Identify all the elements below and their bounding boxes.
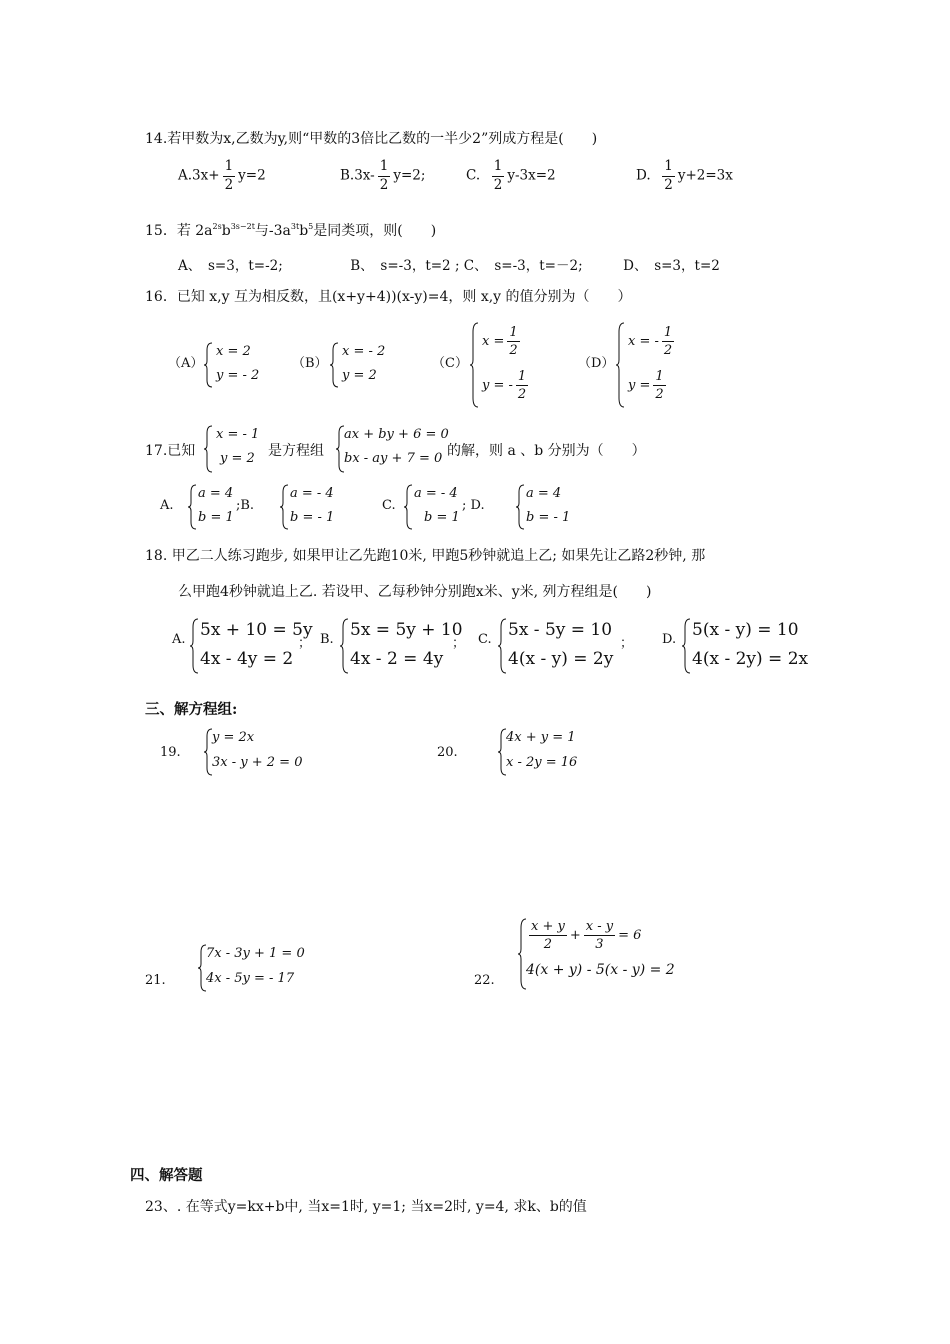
frac-num: 1 [378,160,391,177]
section-4-title: 四、解答题 [130,1167,203,1184]
q18-c-label: C. [478,632,492,647]
system-row: ax + by + 6 = 0 [344,427,449,442]
frac-den: 2 [509,343,518,358]
brace-icon [498,618,508,674]
q16-d-label: （D） [578,356,615,371]
section-3-title: 三、解方程组: [145,701,238,718]
system-row: a = 4 [526,486,562,501]
q17-b-system [280,484,350,530]
system-row: 5(x - y) = 10 [692,620,799,640]
q18-b-system [340,618,463,674]
frac-num: 1 [655,369,664,384]
q14-stem: 14.若甲数为x,乙数为y,则“甲数的3倍比乙数的一半少2”列成方程是( ) [145,131,598,147]
q18-c-sep: ； [620,636,634,651]
brace-icon [404,484,414,530]
q14-a-post: y=2 [238,167,266,184]
q16-b-system [330,342,400,388]
q14-b-pre: B.3x- [340,167,375,184]
q18-a-sep: ； [298,636,312,651]
q17-a-sep: ;B. [236,498,255,513]
system-row: 4x + y = 1 [506,730,576,745]
brace-icon [470,322,480,408]
q14-a-pre: A.3x+ [178,167,220,184]
system-row: bx - ay + 7 = 0 [344,451,443,466]
q15-mid3: b [299,223,309,239]
q17-equation-system [336,425,448,473]
q14-option-c [466,160,556,192]
system-row [482,326,523,357]
q19-number: 19. [160,745,181,760]
frac-num: 1 [509,325,518,340]
plus-sign: + [569,928,581,943]
q19-system [204,728,314,776]
system-row: b = 1 [198,510,234,525]
q22-number: 22. [474,973,495,988]
frac-den: 2 [493,176,503,193]
frac-num: 1 [663,325,673,340]
q17-a-system [188,484,238,530]
system-row: a = 4 [198,486,234,501]
frac-den: 2 [655,387,664,402]
system-row: x - 2y = 16 [506,755,578,770]
q14-d-pre: D. [636,167,651,184]
q17-stem-pre: 17.已知 [145,443,196,459]
q15-exp2: 3s−2t [230,222,255,231]
frac-den: 2 [224,176,234,193]
q18-b-label: B. [320,632,334,647]
q16-d-system [616,322,696,408]
q15-mid1: b [221,223,231,239]
q16-b-label: （B） [292,356,328,371]
system-row: y = 2x [212,730,255,745]
frac-num: x - y [585,919,614,934]
system-row: 4(x - 2y) = 2x [692,649,809,669]
q16-c-system [470,322,540,408]
frac-den: 2 [517,387,527,402]
q14-option-a [178,160,266,192]
brace-icon [330,342,340,388]
system-row [482,370,531,401]
system-row: b = - 1 [290,510,335,525]
q14-d-post: y+2=3x [677,167,733,184]
q17-c-sep: ; D. [462,498,485,513]
brace-icon [616,322,626,408]
q16-c-label: （C） [432,356,468,371]
frac-den: 2 [664,176,673,193]
q15-exp3: 3t [290,222,300,231]
row-text: = 6 [618,928,642,943]
system-row: 4x - 4y = 2 [200,649,294,669]
q18-d-label: D. [662,632,677,647]
row-text: y = - [482,378,513,393]
brace-icon [190,618,200,674]
q15-stem [145,220,436,240]
q15-mid2: 与-3a [254,223,291,239]
q22-system [518,918,698,990]
q17-given-system [204,425,264,473]
q14-c-pre: C. [466,167,481,184]
system-row: 4x - 2 = 4y [350,649,444,669]
frac-num: 1 [517,369,527,384]
row-text: y = [628,378,651,393]
frac-den: 3 [595,937,604,952]
system-row: b = 1 [424,510,460,525]
brace-icon [340,618,350,674]
system-row: 4(x - y) = 2y [508,649,614,669]
system-row: 5x - 5y = 10 [508,620,613,640]
system-row: 5x = 5y + 10 [350,620,463,640]
q15-exp1: 2s [212,222,222,231]
q23-stem: 23、. 在等式y=kx+b中, 当x=1时, y=1; 当x=2时, y=4, 求k、b的值 [145,1199,587,1215]
q16-a-system [204,342,274,388]
system-row: a = - 4 [290,486,334,501]
q18-d-system [682,618,812,674]
system-row: y = 2 [220,451,255,466]
q14-c-post: y-3x=2 [507,167,556,184]
q17-stem-post: 的解，则 a 、b 分别为（ ） [447,443,646,459]
row-text: x = - [628,334,659,349]
system-row: x = - 1 [216,427,260,442]
q16-a-label: （A） [168,356,204,371]
system-row: b = - 1 [526,510,571,525]
system-row: a = - 4 [414,486,458,501]
q18-c-system [498,618,613,674]
q18-line2: 么甲跑4秒钟就追上乙. 若设甲、乙每秒钟分别跑x米、y米, 列方程组是( ) [178,584,652,600]
system-row: 4x - 5y = - 17 [206,971,295,986]
q14-option-d [636,160,733,192]
row-text: x = [482,334,505,349]
frac-den: 2 [379,176,389,193]
system-row: 3x - y + 2 = 0 [212,755,303,770]
frac-num: 1 [662,160,675,177]
q18-a-label: A. [172,632,186,647]
frac-num: x + y [531,919,565,934]
system-row: 7x - 3y + 1 = 0 [206,946,305,961]
q18-line1: 18. 甲乙二人练习跑步, 如果甲让乙先跑10米, 甲跑5秒钟就追上乙; 如果先让乙路2秒钟, 那 [145,548,706,564]
frac-num: 1 [223,160,236,177]
q14-b-post: y=2; [393,167,426,184]
q17-a-label: A. [160,498,174,513]
system-row: x = 2 [216,344,251,359]
q15-exp4: 5 [308,222,314,231]
q21-system [198,944,313,992]
q20-system [498,728,598,776]
brace-icon [682,618,692,674]
system-row: x = - 2 [342,344,386,359]
brace-icon [280,484,290,530]
q18-a-system [190,618,313,674]
brace-icon [516,484,526,530]
q18-b-sep: ； [452,636,466,651]
system-row: 5x + 10 = 5y [200,620,313,640]
system-row: y = 2 [342,368,377,383]
system-row: 4(x + y) - 5(x - y) = 2 [526,962,675,978]
q14-option-b [340,160,425,192]
q17-c-label: C. [382,498,396,513]
system-row [628,370,669,401]
q15-options: A、 s=3，t=-2; B、 s=-3，t=2 ; C、 s=-3，t=－2; D、 s=3，t=2 [178,258,720,274]
q21-number: 21. [145,973,166,988]
q17-d-system [516,484,586,530]
system-row: y = - 2 [216,368,260,383]
q17-stem-mid: 是方程组 [268,443,324,459]
q15-post: 是同类项，则( ) [313,223,437,239]
brace-icon [204,342,214,388]
brace-icon [188,484,198,530]
frac-den: 2 [663,343,673,358]
frac-num: 1 [492,160,505,177]
brace-icon [204,425,214,473]
frac-den: 2 [543,937,553,952]
q15-pre: 15．若 2a [145,223,213,239]
q20-number: 20. [437,745,458,760]
q16-stem: 16．已知 x,y 互为相反数，且(x+y+4))(x-y)=4，则 x,y 的值分别为（ ） [145,289,632,305]
system-row [526,920,641,951]
system-row [628,326,677,357]
